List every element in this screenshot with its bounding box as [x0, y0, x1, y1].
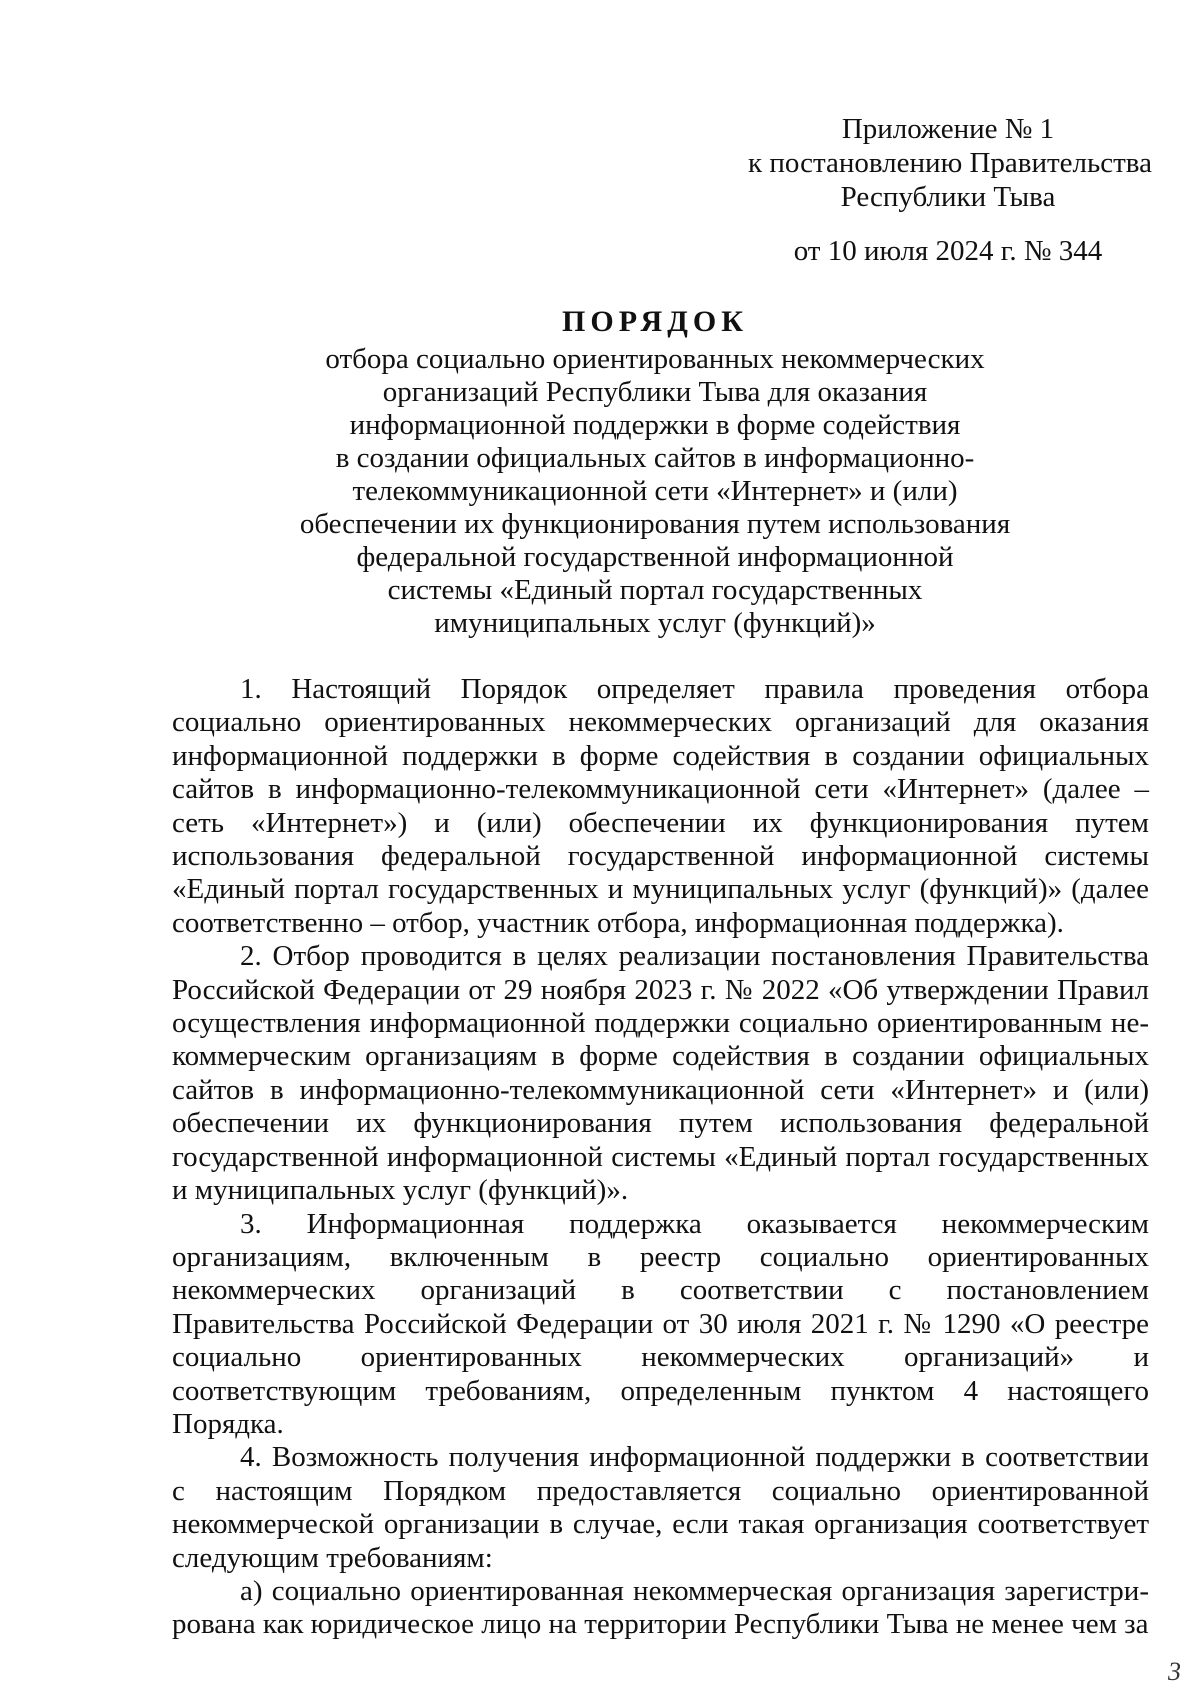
paragraph-4a: а) социально ориентированная некоммерческая организация зарегистрирована как юридическое лицо на территории Республики Тыва не менее чем за — [172, 1574, 1149, 1641]
title-line: федеральной государственной информационной — [356, 541, 954, 573]
paragraph-1: 1. Настоящий Порядок определяет правила проведения отбора социально ориентированных некоммерческих организаций для оказания информационной поддержки в форме содействия в создании официальных сайтов в информационно-телекоммуникационной сети «Интернет» (далее – сеть «Интернет») и (или) обеспечении их функционирования путем использования федеральной государственной информационной системы «Единый портал государственных и муниципальных услуг (функций)» (далее соответственно – отбор, участник отбора, информационная поддержка). — [172, 673, 1149, 939]
appendix-government: Республики Тыва — [840, 181, 1056, 213]
title-line: имуниципальных услуг (функций)» — [434, 607, 876, 639]
appendix-resolution-ref: к постановлению Правительства — [748, 147, 1152, 179]
page-number: 3 — [1168, 1657, 1181, 1686]
appendix-number: Приложение № 1 — [841, 113, 1055, 145]
title-line: отбора социально ориентированных некоммерческих — [325, 343, 985, 375]
title-heading: ПОРЯДОК — [562, 305, 748, 338]
title-line: телекоммуникационной сети «Интернет» и (или) — [352, 475, 958, 507]
paragraph-4: 4. Возможность получения информационной поддержки в соответствии с настоящим Порядком предоставляется социально ориентированной некоммерческой организации в случае, если такая организация соответствует следующим требованиям: — [172, 1441, 1149, 1574]
paragraph-3: 3. Информационная поддержка оказывается некоммерческим организациям, включенным в реестр социально ориентированных некоммерческих организаций в соответствии с постановлением Правительства Российской Федерации от 30 июля 2021 г. № 1290 «О реестре социально ориентированных некоммерческих организаций» и соответствующим требованиям, определенным пунктом 4 настоящего Порядка. — [172, 1207, 1149, 1440]
title-line: обеспечении их функционирования путем использования — [299, 508, 1011, 540]
appendix-header — [748, 112, 1152, 268]
title-line: в создании официальных сайтов в информационно- — [335, 442, 975, 474]
paragraph-2: 2. Отбор проводится в целях реализации постановления Правительства Российской Федерации от 29 ноября 2023 г. № 2022 «Об утверждении Правил осуществления информационной поддержки социально ориентированным некоммерческим организациям в форме содействия в создании официальных сайтов в информационно-телекоммуникационной сети «Интернет» и (или) обеспечении их функционирования путем использования федеральной государственной информационной системы «Единый портал государственных и муниципальных услуг (функций)». — [172, 940, 1149, 1207]
title-line: системы «Единый портал государственных — [387, 574, 923, 606]
document-body — [172, 673, 1149, 1642]
document-title — [240, 305, 1070, 640]
title-line: информационной поддержки в форме содействия — [349, 409, 961, 441]
title-line: организаций Республики Тыва для оказания — [382, 376, 928, 408]
appendix-date: от 10 июля 2024 г. № 344 — [793, 235, 1103, 267]
